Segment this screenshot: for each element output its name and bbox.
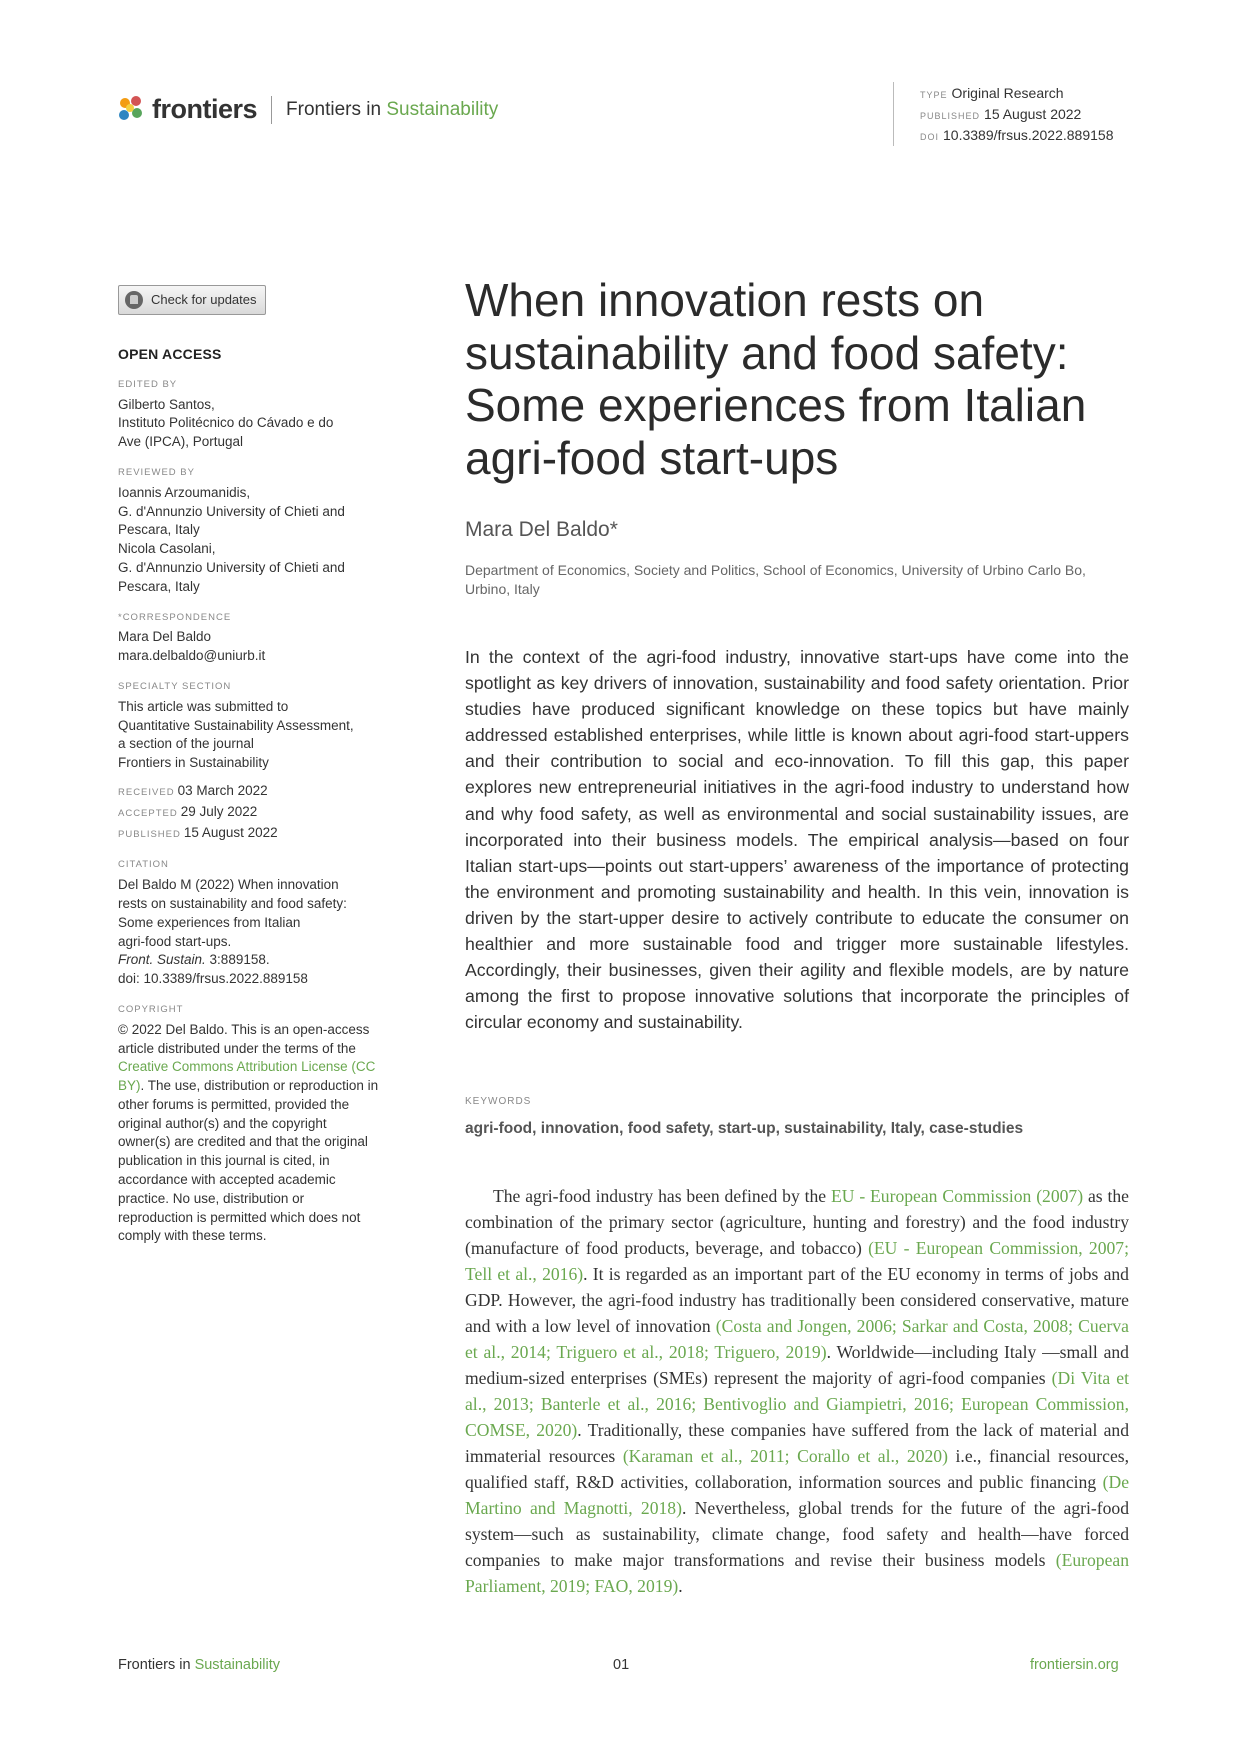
author-affiliation: Department of Economics, Society and Politics, School of Economics, University of Urbino Carlo Bo, Urbino, Italy bbox=[465, 562, 1086, 597]
footer-site-link[interactable]: frontiersin.org bbox=[1030, 1657, 1119, 1673]
citation bbox=[118, 876, 380, 989]
accepted-date bbox=[118, 803, 380, 824]
citation-link[interactable]: (EU - European Commission, 2007; Tell et al., 2016) bbox=[465, 1238, 1129, 1284]
body-text-run: . Traditionally, these companies have suffered from the lack of material and immaterial resources bbox=[465, 1420, 1129, 1466]
meta-doi bbox=[920, 126, 1114, 147]
citation-link[interactable]: EU - European Commission (2007) bbox=[831, 1186, 1084, 1206]
received-date bbox=[118, 782, 380, 803]
footer-journal-prefix: Frontiers in bbox=[118, 1657, 191, 1673]
correspondence-email[interactable]: mara.delbaldo@uniurb.it bbox=[118, 648, 266, 664]
meta-doi-label: DOI bbox=[920, 132, 940, 142]
specialty-section bbox=[118, 698, 380, 773]
body-text-run: . Worldwide—including Italy —small and medium-sized enterprises (SMEs) represent the majority of agri-food companies bbox=[465, 1342, 1129, 1388]
citation-volume: 3:889158. bbox=[205, 952, 270, 968]
meta-type-label: TYPE bbox=[920, 90, 948, 100]
accepted-label: ACCEPTED bbox=[118, 807, 178, 819]
body-text-run: as the combination of the primary sector (agriculture, hunting and forestry) and the food industry (manufacture of food products, beverage, and tobacco) bbox=[465, 1186, 1129, 1258]
keywords-list: agri-food, innovation, food safety, start-up, sustainability, Italy, case-studies bbox=[465, 1120, 1024, 1137]
journal-prefix: Frontiers in bbox=[286, 98, 382, 120]
article-abstract: In the context of the agri-food industry, innovative start-ups have come into the spotlight as key drivers of innovation, sustainability and food safety orientation. Prior studies have produced significant knowledge on these topics but have mainly addressed established enterprises, while little is known about agri-food start-uppers and their contribution to social and eco-innovation. To fill this gap, this paper explores new entrepreneurial initiatives in the agri-food industry to understand how and why food safety, as well as environmental and social sustainability issues, are incorporated into their business models. The empirical analysis—based on four Italian start-ups—points out start-uppers’ awareness of the importance of protecting the environment and promoting sustainability and health. In this vein, innovation is driven by the start-upper desire to actively contribute to educate the consumer on healthier and more sustainable food and trigger more sustainable lifestyles. Accordingly, their businesses, given their agility and flexible models, are by nature among the first to propose innovative solutions that incorporate the principles of circular economy and sustainability. bbox=[465, 647, 1129, 1033]
reviewed-by-line: Nicola Casolani, bbox=[118, 541, 216, 557]
journal-name bbox=[286, 99, 498, 121]
reviewed-by-label: REVIEWED BY bbox=[118, 466, 195, 478]
body-paragraph bbox=[465, 1183, 1129, 1599]
edited-by-line: Ave (IPCA), Portugal bbox=[118, 434, 244, 450]
article-dates bbox=[118, 782, 380, 844]
specialty-section-label: SPECIALTY SECTION bbox=[118, 680, 232, 692]
body-text-run: . bbox=[678, 1576, 683, 1596]
bookmark-icon bbox=[125, 291, 143, 309]
journal-logo[interactable] bbox=[118, 94, 498, 125]
cc-license-link[interactable]: Creative Commons Attribution License (CC BY) bbox=[118, 1059, 376, 1094]
specialty-line: Frontiers in Sustainability bbox=[118, 755, 269, 771]
specialty-line: Quantitative Sustainability Assessment, bbox=[118, 717, 354, 733]
citation-line: agri-food start-ups. bbox=[118, 933, 232, 949]
keywords-label: KEYWORDS bbox=[465, 1096, 532, 1107]
edited-by-line: Gilberto Santos, bbox=[118, 396, 215, 412]
citation-link[interactable]: (Di Vita et al., 2013; Banterle et al., 2016; Bentivoglio and Giampietri, 2016; European Commission, COMSE, 2020) bbox=[465, 1368, 1129, 1440]
edited-by-line: Instituto Politécnico do Cávado e do bbox=[118, 415, 334, 431]
citation-journal: Front. Sustain. bbox=[118, 952, 206, 968]
citation-link[interactable]: (De Martino and Magnotti, 2018) bbox=[465, 1472, 1129, 1518]
citation-link[interactable]: (Costa and Jongen, 2006; Sarkar and Costa, 2008; Cuerva et al., 2014; Triguero et al., 2018; Triguero, 2019) bbox=[465, 1316, 1129, 1362]
journal-section: Sustainability bbox=[386, 98, 499, 120]
meta-divider bbox=[893, 82, 894, 146]
body-text-run: The agri-food industry has been defined by the bbox=[493, 1186, 831, 1206]
reviewed-by-line: Pescara, Italy bbox=[118, 522, 200, 538]
accepted-value: 29 July 2022 bbox=[180, 803, 258, 819]
citation-label: CITATION bbox=[118, 859, 169, 871]
reviewed-by-line: Ioannis Arzoumanidis, bbox=[118, 484, 251, 500]
reviewed-by-line: G. d'Annunzio University of Chieti and bbox=[118, 559, 345, 575]
page-header bbox=[118, 85, 1128, 148]
copyright-after: . The use, distribution or reproduction in other forums is permitted, provided the original author(s) and the copyright owner(s) are credited and that the original publication in this journal is cited, in accordance with accepted academic practice. No use, distribution or reproduction is permitted which does not comply with these terms. bbox=[118, 1078, 379, 1244]
citation-line: Del Baldo M (2022) When innovation bbox=[118, 877, 339, 893]
edited-by bbox=[118, 396, 380, 452]
article-title: When innovation rests on sustainability and food safety: Some experiences from Italian agri-food start-ups bbox=[465, 274, 1087, 484]
reviewed-by bbox=[118, 484, 380, 597]
meta-published-label: PUBLISHED bbox=[920, 111, 981, 121]
citation-line: Some experiences from Italian bbox=[118, 914, 301, 930]
copyright-text bbox=[118, 1021, 380, 1247]
footer-journal-section: Sustainability bbox=[194, 1657, 280, 1673]
article-meta bbox=[920, 84, 1114, 147]
reviewed-by-line: Pescara, Italy bbox=[118, 578, 200, 594]
body-text-run: i.e., financial resources, qualified staff, R&D activities, collaboration, information sources and public financing bbox=[465, 1446, 1130, 1492]
meta-published-value: 15 August 2022 bbox=[984, 106, 1082, 122]
frontiers-logo-icon bbox=[118, 96, 146, 124]
footer-journal bbox=[118, 1657, 280, 1673]
article-author[interactable]: Mara Del Baldo* bbox=[465, 518, 618, 541]
correspondence-name: Mara Del Baldo bbox=[118, 629, 212, 645]
published-label: PUBLISHED bbox=[118, 828, 181, 840]
logo-separator bbox=[271, 96, 272, 124]
check-for-updates-button[interactable] bbox=[118, 285, 266, 315]
published-value: 15 August 2022 bbox=[183, 824, 278, 840]
reviewed-by-line: G. d'Annunzio University of Chieti and bbox=[118, 503, 345, 519]
meta-type-value: Original Research bbox=[951, 85, 1064, 101]
correspondence bbox=[118, 628, 380, 666]
specialty-line: This article was submitted to bbox=[118, 698, 289, 714]
open-access-heading: OPEN ACCESS bbox=[118, 346, 222, 362]
received-label: RECEIVED bbox=[118, 786, 175, 798]
citation-source bbox=[118, 951, 380, 970]
citation-doi[interactable]: doi: 10.3389/frsus.2022.889158 bbox=[118, 971, 308, 987]
body-text-run: . Nevertheless, global trends for the future of the agri-food system—such as sustainability, climate change, food safety and health—have forced companies to make major transformations and revise their business models bbox=[465, 1498, 1129, 1570]
logo-wordmark: frontiers bbox=[152, 94, 258, 124]
meta-published bbox=[920, 105, 1114, 126]
correspondence-label: *CORRESPONDENCE bbox=[118, 611, 232, 623]
specialty-line: a section of the journal bbox=[118, 736, 254, 752]
copyright-label: COPYRIGHT bbox=[118, 1003, 184, 1015]
article-sidebar bbox=[118, 285, 380, 1246]
page-number: 01 bbox=[613, 1657, 630, 1673]
copyright-before: © 2022 Del Baldo. This is an open-access article distributed under the terms of the bbox=[118, 1021, 370, 1056]
published-date bbox=[118, 824, 380, 845]
meta-doi-value[interactable]: 10.3389/frsus.2022.889158 bbox=[943, 127, 1114, 143]
body-text-run: . It is regarded as an important part of the EU economy in terms of jobs and GDP. However, the agri-food industry has traditionally been considered conservative, mature and with a low level of innovation bbox=[465, 1264, 1129, 1336]
edited-by-label: EDITED BY bbox=[118, 378, 178, 390]
check-for-updates-label: Check for updates bbox=[151, 291, 257, 307]
citation-link[interactable]: (Karaman et al., 2011; Corallo et al., 2020) bbox=[622, 1446, 948, 1466]
meta-type bbox=[920, 84, 1114, 105]
received-value: 03 March 2022 bbox=[177, 782, 268, 798]
citation-link[interactable]: (European Parliament, 2019; FAO, 2019) bbox=[465, 1550, 1129, 1596]
citation-line: rests on sustainability and food safety: bbox=[118, 895, 347, 911]
